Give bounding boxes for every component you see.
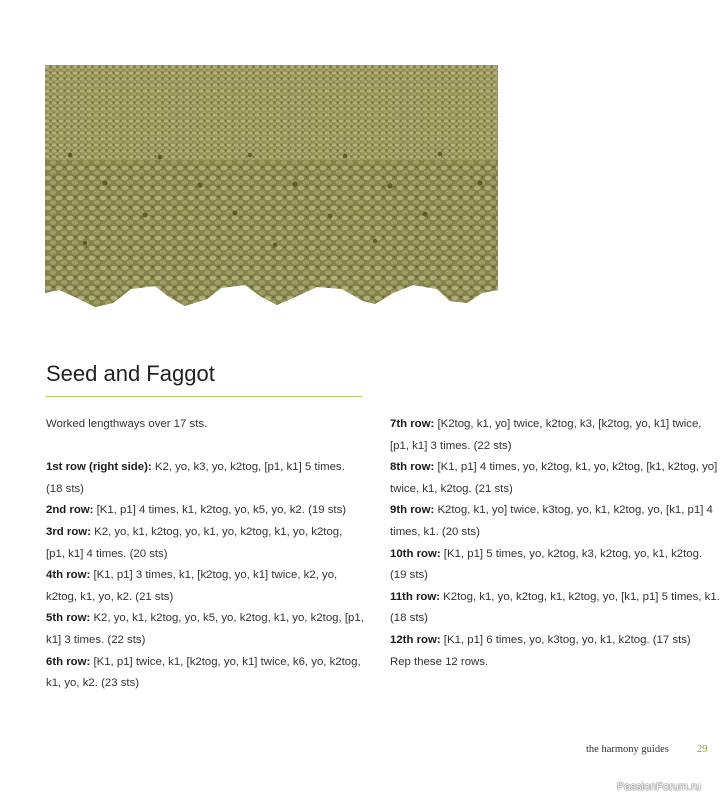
row-label: 12th row: (390, 633, 441, 646)
row-label: 9th row: (390, 504, 435, 517)
row-instruction (390, 544, 720, 587)
row-label: 1st row (right side): (46, 461, 152, 474)
row-text: [K1, p1] 5 times, yo, k2tog, k3, k2tog, yo, k1, k2tog. (19 sts) (390, 547, 703, 582)
row-text: K2, yo, k1, k2tog, yo, k1, yo, k2tog, k1, yo, k2tog, [p1, k1] 4 times. (20 sts) (46, 525, 343, 560)
intro-text: Worked lengthways over 17 sts. (46, 418, 208, 430)
row-instruction (46, 500, 364, 522)
row-label: 4th row: (46, 569, 91, 582)
row-text: [K2tog, k1, yo] twice, k2tog, k3, [k2tog, yo, k1] twice, [p1, k1] 3 times. (22 sts) (390, 418, 702, 452)
row-instruction (390, 414, 720, 457)
row-instruction (46, 522, 364, 565)
row-instruction (46, 457, 364, 500)
watermark: PassionForum.ru (617, 781, 701, 793)
row-text: [K1, p1] 6 times, yo, k3tog, yo, k1, k2tog. (17 sts) (440, 633, 691, 646)
row-instruction (46, 608, 364, 651)
knitted-swatch-photo (45, 65, 498, 325)
row-instruction (390, 457, 720, 500)
repeat-instruction: Rep these 12 rows. (390, 655, 489, 668)
row-label: 2nd row: (46, 504, 94, 517)
row-instruction (46, 652, 364, 695)
row-label: 10th row: (390, 547, 441, 560)
row-instruction (390, 500, 720, 543)
instructions-right-column (390, 414, 720, 673)
row-text: K2tog, k1, yo] twice, k3tog, yo, k1, k2tog, yo, [k1, p1] 4 times, k1. (20 sts) (390, 504, 713, 538)
footer-book-title: the harmony guides (586, 744, 669, 755)
row-text: K2tog, k1, yo, k2tog, k1, k2tog, yo, [k1, p1] 5 times, k1. (18 sts) (390, 590, 720, 625)
pattern-title: Seed and Faggot (46, 361, 215, 386)
row-text: [K1, p1] 3 times, k1, [k2tog, yo, k1] twice, k2, yo, k2tog, k1, yo, k2. (21 sts) (46, 569, 338, 603)
page-number: 29 (697, 744, 708, 755)
row-label: 3rd row: (46, 525, 91, 538)
row-label: 11th row: (390, 590, 441, 603)
row-text: [K1, p1] 4 times, k1, k2tog, yo, k5, yo, k2. (19 sts) (93, 504, 347, 517)
row-label: 6th row: (46, 655, 91, 668)
row-label: 8th row: (390, 461, 435, 474)
row-instruction (390, 587, 720, 630)
row-instruction (390, 630, 720, 652)
row-text: [K1, p1] twice, k1, [k2tog, yo, k1] twice, k6, yo, k2tog, k1, yo, k2. (23 sts) (46, 655, 361, 690)
row-instruction (46, 565, 364, 608)
row-text: [K1, p1] 4 times, yo, k2tog, k1, yo, k2tog, [k1, k2tog, yo] twice, k1, k2tog. (21 sts) (390, 461, 718, 495)
instructions-left-column (46, 414, 364, 695)
row-text: K2, yo, k3, yo, k2tog, [p1, k1] 5 times. (18 sts) (46, 461, 345, 495)
row-text: K2, yo, k1, k2tog, yo, k5, yo, k2tog, k1, yo, k2tog, [p1, k1] 3 times. (22 sts) (46, 612, 364, 646)
row-label: 7th row: (390, 418, 435, 430)
row-label: 5th row: (46, 612, 91, 625)
title-divider (46, 396, 362, 397)
